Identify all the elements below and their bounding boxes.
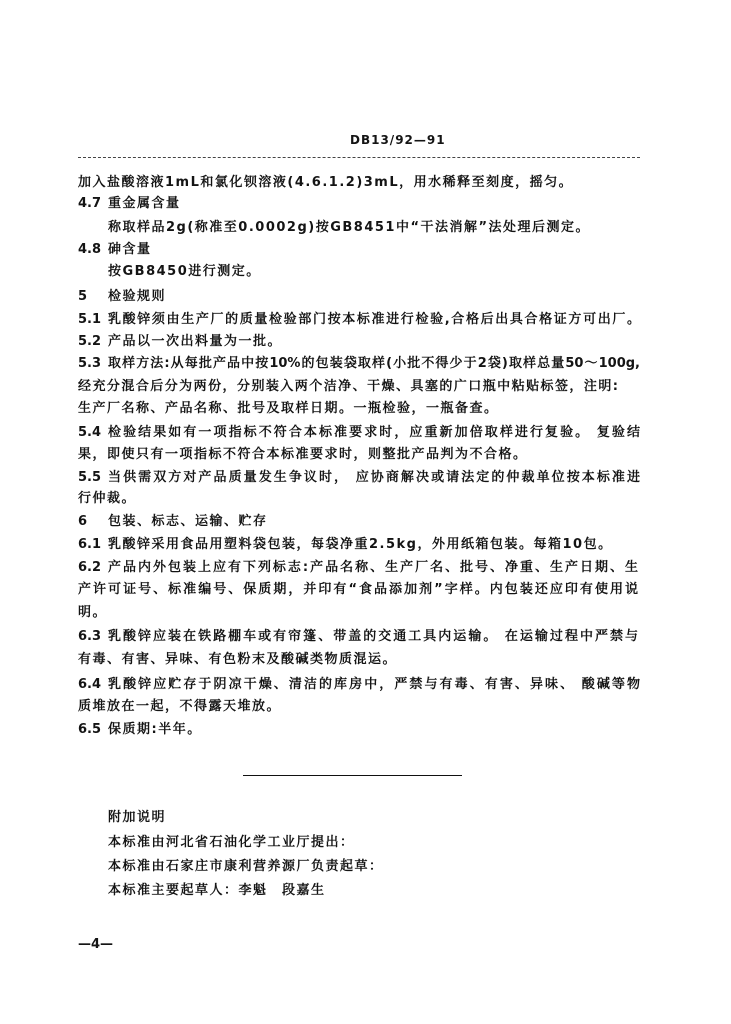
text-line-continuation <box>78 174 573 192</box>
text-line-continuation <box>78 581 638 599</box>
line-text: 经充分混合后分为两份，分别装入两个洁净、干燥、具塞的广口瓶中粘贴标签，注明: <box>78 379 618 394</box>
clause-text: 乳酸锌应装在铁路棚车或有帘篷、带盖的交通工具内运输。 在运输过程中严禁与 <box>108 629 638 644</box>
clause-text: 产品以一次出料量为一批。 <box>108 334 283 349</box>
clause-text: 取样方法:从每批产品中按10%的包装袋取样(小批不得少于2袋)取样总量50～100g, <box>108 356 640 371</box>
clause-number: 5.1 <box>78 312 102 327</box>
page-number: —4— <box>78 937 114 952</box>
clause-text: 保质期:半年。 <box>108 722 202 737</box>
section-number: 4.7 <box>78 196 102 211</box>
clause-6-4 <box>78 676 640 694</box>
clause-5-4 <box>78 424 640 442</box>
clause-text: 当供需双方对产品质量发生争议时， 应协商解决或请法定的仲裁单位按本标准进 <box>108 470 640 485</box>
clause-text: 乳酸锌采用食品用塑料袋包装，每袋净重2.5kg，外用纸箱包装。每箱10包。 <box>108 537 613 552</box>
header-divider <box>78 157 640 158</box>
clause-5-3 <box>78 355 640 373</box>
clause-5-5 <box>78 469 640 487</box>
text-line-continuation <box>78 604 107 622</box>
line-text: 产许可证号、标准编号、保质期，并印有“食品添加剂”字样。内包装还应印有使用说 <box>78 582 638 597</box>
section-title: 包装、标志、运输、贮存 <box>108 514 268 529</box>
line-text: 质堆放在一起，不得露天堆放。 <box>78 699 282 714</box>
clause-number: 5.2 <box>78 334 102 349</box>
section-number: 6 <box>78 514 88 529</box>
line-text: 称取样品2g(称准至0.0002g)按GB8451中“干法消解”法处理后测定。 <box>108 220 591 235</box>
appendix-title: 附加说明 <box>108 810 167 825</box>
appendix-line: 本标准由河北省石油化学工业厅提出： <box>108 835 355 850</box>
clause-text: 乳酸锌应贮存于阴凉干燥、清洁的库房中，严禁与有毒、有害、异味、 酸碱等物 <box>108 677 640 692</box>
document-number: DB13/92—91 <box>350 133 446 147</box>
clause-number: 6.4 <box>78 677 102 692</box>
clause-number: 6.5 <box>78 722 102 737</box>
section-number: 4.8 <box>78 242 102 257</box>
text-line-continuation <box>78 651 397 669</box>
clause-6-1 <box>78 536 613 554</box>
section-heading-5 <box>78 288 166 306</box>
section-heading-4-8 <box>78 241 152 259</box>
text-line-continuation <box>78 490 136 508</box>
clause-text: 检验结果如有一项指标不符合本标准要求时，应重新加倍取样进行复验。 复验结 <box>108 425 640 440</box>
section-heading-6 <box>78 513 268 531</box>
clause-6-2 <box>78 559 638 577</box>
clause-5-2 <box>78 333 282 351</box>
line-text: 行仲裁。 <box>78 491 137 506</box>
end-of-text-rule <box>243 775 462 776</box>
clause-number: 6.2 <box>78 560 102 575</box>
clause-number: 5.5 <box>78 470 102 485</box>
clause-number: 6.1 <box>78 537 102 552</box>
section-title: 砷含量 <box>108 242 152 257</box>
clause-number: 5.4 <box>78 425 102 440</box>
section-heading-4-7 <box>78 195 181 213</box>
section-title: 检验规则 <box>108 289 167 304</box>
appendix-line: 本标准由石家庄市康利营养源厂负责起草： <box>108 859 384 874</box>
clause-6-5 <box>78 721 202 739</box>
text-line-indented <box>108 219 590 237</box>
text-line-continuation <box>78 446 528 464</box>
text-line-indented <box>108 263 261 281</box>
section-number: 5 <box>78 289 88 304</box>
clause-text: 乳酸锌须由生产厂的质量检验部门按本标准进行检验,合格后出具合格证方可出厂。 <box>108 312 640 327</box>
clause-5-1 <box>78 311 640 329</box>
clause-6-3 <box>78 628 638 646</box>
text-line-continuation <box>78 400 499 418</box>
text-line-continuation <box>78 698 281 716</box>
text-line-continuation <box>78 378 618 396</box>
line-text: 加入盐酸溶液1mL和氯化钡溶液(4.6.1.2)3mL，用水稀释至刻度，摇匀。 <box>78 175 574 190</box>
clause-number: 5.3 <box>78 356 102 371</box>
line-text: 明。 <box>78 605 108 620</box>
clause-text: 产品内外包装上应有下列标志:产品名称、生产厂名、批号、净重、生产日期、生 <box>108 560 638 575</box>
line-text: 按GB8450进行测定。 <box>108 264 261 279</box>
clause-number: 6.3 <box>78 629 102 644</box>
line-text: 有毒、有害、异味、有色粉末及酸碱类物质混运。 <box>78 652 398 667</box>
line-text: 果，即使只有一项指标不符合本标准要求时，则整批产品判为不合格。 <box>78 447 528 462</box>
line-text: 生产厂名称、产品名称、批号及取样日期。一瓶检验，一瓶备查。 <box>78 401 499 416</box>
appendix-line: 本标准主要起草人：李魁 段嘉生 <box>108 883 326 898</box>
section-title: 重金属含量 <box>108 196 181 211</box>
